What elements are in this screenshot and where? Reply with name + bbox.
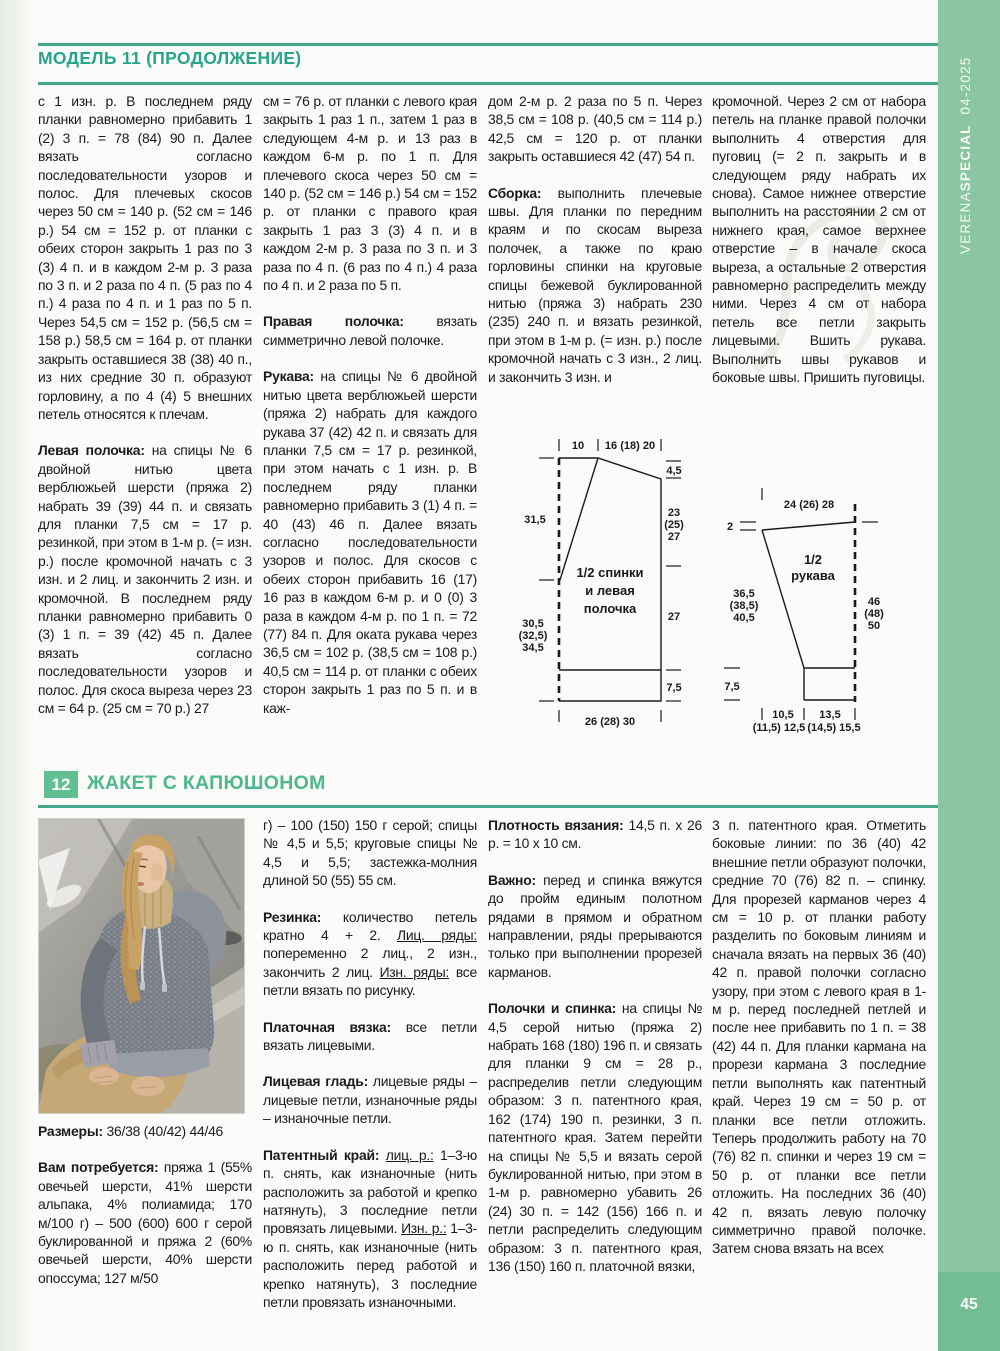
measurement-label: 4,5	[666, 465, 682, 477]
materials-paragraph: Вам потребуется: пряжа 1 (55% овечьей шерсти, 41% шерсти альпака, 4% полиамида; 170 м/100 г) – 500 (600) 600 г серой буклированной и пряжа 2 (60% овечьей шерсти, 40% шерсти опоссума; 127 м/50	[38, 1159, 252, 1286]
instruction-paragraph: Полочки и спинка: на спицы № 4,5 серой нитью (пряжа 2) набрать 168 (180) 196 п. и связать для планки 9 см = 28 р., распределив петли следующим образом: 3 п. патентного края, 162 (174) 190 п. резинки, 3 п. патентного края. Затем перейти на спицы № 5,5 и вязать серой буклированной нитью, при этом в 1-м р. равномерно убавить 26 (24) 30 п. = 142 (156) 166 п. и петли распределить следующим образом: 3 п. патентного края, 136 (150) 160 п. платочной вязки,	[488, 1000, 702, 1274]
measurement-label: 23	[667, 507, 681, 519]
instruction-paragraph: Сборка: выполнить плечевые швы. Для планки по передним краям и по скосам выреза полочек, а также по краю горловины спинки на круговые спицы бежевой буклированной нитью (пряжа 3) набрать 230 (235) 240 п. и вязать резинкой, при этом в 1-м р. (= изн. р.) после кромочной начать с 3 изн., 2 лиц. и закончить 3 изн. и	[488, 184, 702, 385]
schematic-part-label: 1/2	[803, 552, 823, 567]
model-photo-illustration	[38, 818, 245, 1114]
brand-name-bold: SPECIAL	[958, 124, 973, 192]
instruction-paragraph: 3 п. патентного края. Отметить боковые линии: по 36 (40) 42 внешние петли образуют полочки, средние 70 (76) 82 п. – спинку. Для прорезей карманов через 4 см = 10 р. от планки работу разделить по боковым линиям и сначала вязать на первых 36 (40) 42 п. правой полочки согласно узору, при этом с левого края в 1-м р. перед последней петлей и после нее прибавить по 1 п. = 38 (42) 44 п. Для планки кармана на прорези кармана 3 последние петли выполнять как патентный край. Через 19 см = 50 р. от планки все петли отложить. Теперь продолжить работу на 70 (76) 82 п. спинки и через 19 см = 50 р. от планки все петли отложить. На последних 36 (40) 42 п. вязать левую полочку симметрично правой полочке. Затем снова вязать на всех	[712, 817, 926, 1257]
instruction-column-3	[488, 92, 702, 428]
instruction-column-1	[38, 92, 252, 774]
measurement-label: 7,5	[724, 681, 740, 693]
measurement-label: 40,5	[733, 612, 755, 624]
schematic-part-label: 1/2 спинки	[576, 565, 644, 580]
model12-title: ЖАКЕТ С КАПЮШОНОМ	[87, 772, 326, 794]
measurement-label: 24 (26) 28	[783, 499, 835, 511]
schematic-part-label: полочка	[583, 601, 637, 616]
measurement-label: (25)	[664, 519, 684, 531]
measurement-label: 30,5	[522, 618, 544, 630]
instruction-column-2	[263, 816, 477, 1351]
measurement-label: (48)	[864, 608, 884, 620]
brand-name-light: VERENA	[958, 191, 973, 254]
schematic-part-label: рукава	[791, 568, 835, 583]
materials-column	[38, 1122, 252, 1351]
measurement-label: 10	[571, 440, 585, 452]
schematic-part-label: и левая	[585, 583, 635, 598]
instruction-column-4	[712, 92, 926, 422]
instruction-column-3	[488, 816, 702, 1351]
instruction-paragraph: Лицевая гладь: лицевые ряды – лицевые петли, изнаночные ряды – изнаночные петли.	[263, 1073, 477, 1127]
sizes-paragraph: Размеры: 36/38 (40/42) 44/46	[38, 1123, 224, 1139]
measurement-label: 2	[726, 521, 734, 533]
instruction-paragraph: г) – 100 (150) 150 г серой; спицы № 4,5 и 5,5; круговые спицы № 4,5 и 5,5; застежка-молния длиной 50 (55) 55 см.	[263, 817, 477, 889]
divider-rule	[38, 82, 939, 85]
divider-rule	[38, 805, 939, 808]
measurement-label: 46	[867, 596, 881, 608]
instruction-column-2	[263, 92, 477, 774]
measurement-label: 10,5	[772, 709, 794, 721]
divider-rule	[38, 43, 939, 46]
page-number: 45	[960, 1296, 978, 1313]
measurement-label: 26 (28) 30	[584, 716, 636, 728]
measurement-label: 7,5	[666, 682, 682, 694]
issue-number: 04-2025	[958, 56, 973, 115]
instruction-paragraph: см = 76 р. от планки с левого края закрыть 1 раз 1 п., затем 1 раз в следующем 4-м р. и 13 раз в каждом 6-м р. по 1 п. Для плечевого скоса через 50 см = 140 р. (52 см = 146 р.) 54 см = 152 р. от планки с правого края закрыть 1 раз 3 (3) 4 п. и в каждом 2-м р. 3 раза по 3 п. и 3 раза по 4 п. (6 раз по 4 п.) 4 раза по 4 п. и 2 раза по 5 п.	[263, 93, 477, 294]
measurement-label: 27	[667, 531, 681, 543]
model11-section-title: МОДЕЛЬ 11 (ПРОДОЛЖЕНИЕ)	[38, 48, 302, 68]
body-schematic-diagram	[497, 427, 715, 749]
issue-vertical-label	[958, 34, 973, 254]
measurement-label: 31,5	[524, 514, 546, 526]
instruction-paragraph: Резинка: количество петель кратно 4 + 2. Лиц. ряды: попеременно 2 лиц., 2 изн., закончить 2 лиц. Изн. ряды: все петли вязать по рисунку.	[263, 908, 477, 999]
scan-edge-shade	[0, 0, 36, 1351]
instruction-paragraph: Платочная вязка: все петли вязать лицевыми.	[263, 1018, 477, 1054]
measurement-label: (32,5)	[518, 630, 548, 642]
model-number-badge: 12	[44, 771, 78, 798]
measurement-label: 36,5	[733, 588, 755, 600]
measurement-label: 27	[667, 611, 681, 623]
instruction-column-4	[712, 816, 926, 1351]
instruction-paragraph: Рукава: на спицы № 6 двойной нитью цвета верблюжьей шерсти (пряжа 2) набрать для каждого рукава 37 (42) 42 п. и связать для планки 7,5 см = 17 р. резинкой, при этом начать с 1 изн. р. В последнем ряду планки равномерно прибавить 3 (1) 4 п. = 40 (43) 46 п. Далее вязать согласно последовательности узоров и полос. Для скосов с обеих сторон прибавить 16 (17) 16 раз в каждом 6-м р. и 0 (0) 3 раза в каждом 4-м р. по 1 п. = 72 (77) 84 п. Для оката рукава через 36,5 см = 102 р. (38,5 см = 108 р.) 40,5 см = 114 р. от планки с обеих сторон закрыть 1 раз по 5 п. и в каж-	[263, 368, 477, 716]
measurement-label: 34,5	[522, 642, 544, 654]
sleeve-schematic-diagram	[716, 478, 940, 750]
instruction-paragraph: Левая полочка: на спицы № 6 двойной нитью цвета верблюжьей шерсти (пряжа 2) набрать 39 (39) 44 п. и связать для планки 7,5 см = 17 р. резинкой, при этом в 1-м р. (= изн. р.) после кромочной начать с 3 изн. и 2 лиц. и закончить 2 изн. и кромочной. В последнем ряду планки равномерно прибавить 0 (3) 1 п. = 39 (42) 45 п. Далее вязать согласно последовательности узоров и полос. Для скоса выреза через 23 см = 64 р. (25 см = 70 р.) 27	[38, 442, 252, 716]
instruction-paragraph: Патентный край: лиц. р.: 1–3-ю п. снять, как изнаночные (нить расположить за работой и крепко натянуть), 3 последние петли провязать лицевыми. Изн. р.: 1–3-ю п. снять, как изнаночные (нить расположить перед работой и крепко натянуть), 3 последние петли провязать изнаночными.	[263, 1146, 477, 1310]
page-number-block	[938, 1272, 1000, 1351]
measurement-label: 16 (18) 20	[604, 440, 656, 452]
instruction-paragraph: Плотность вязания: 14,5 п. х 26 р. = 10 х 10 см.	[488, 817, 702, 852]
measurement-label: 13,5	[819, 709, 841, 721]
instruction-paragraph: Важно: перед и спинка вяжутся до пройм единым полотном рядами в прямом и обратном направлении, ряды прерываются только при выполнении прорезей карманов.	[488, 871, 702, 980]
measurement-label: 50	[867, 620, 881, 632]
measurement-label: (11,5) 12,5	[752, 722, 806, 734]
sidebar-strip	[938, 0, 1000, 1351]
measurement-label: (14,5) 15,5	[807, 722, 861, 734]
instruction-paragraph: с 1 изн. р. В последнем ряду планки равномерно прибавить 1 (2) 3 п. = 78 (84) 90 п. Далее вязать согласно последовательности узоров и полос. Для плечевых скосов через 50 см = 140 р. (52 см = 146 р.) 54 см = 152 р. от планки с обеих сторон закрыть 1 раз по 3 (3) 4 п. и в каждом 2-м р. 3 раза по 3 п. и 2 раза по 4 п. (5 раз по 4 п.) 4 раза по 4 п. и 1 раз по 5 п. Через 54,5 см = 152 р. (56,5 см = 158 р.) 58,5 см = 164 р. от планки закрыть оставшиеся 38 (38) 40 п., из них средние 30 п. образуют горловину, а по 4 (4) 5 внешних петель относятся к плечам.	[38, 93, 252, 422]
instruction-paragraph: дом 2-м р. 2 раза по 5 п. Через 38,5 см = 108 р. (40,5 см = 114 р.) 42,5 см = 120 р. от планки закрыть оставшиеся 42 (47) 54 п.	[488, 93, 702, 165]
model-photo	[38, 818, 245, 1114]
instruction-paragraph: кромочной. Через 2 см от набора петель на планке правой полочки выполнить 4 отверстия для пуговиц (= 2 п. закрыть и в следующем ряду набрать их снова). Самое нижнее отверстие выполнить на расстоянии 2 см от нижнего края, самое верхнее отверстие – в начале скоса выреза, а остальные 2 отверстия равномерно распределить между ними. Через 4 см от набора петель все петли закрыть лицевыми. Вшить рукава. Выполнить швы рукавов и боковые швы. Пришить пуговицы.	[712, 93, 926, 386]
measurement-label: (38,5)	[729, 600, 759, 612]
instruction-paragraph: Правая полочка: вязать симметрично левой полочке.	[263, 313, 477, 348]
